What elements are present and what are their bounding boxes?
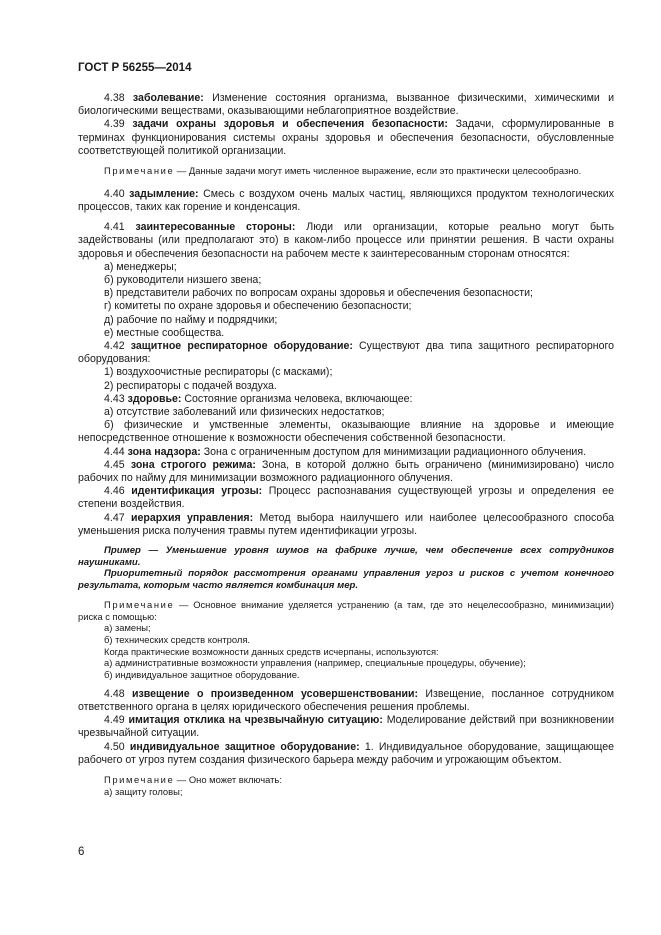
term-number: 4.50	[104, 740, 130, 753]
list-item: б) физические и умственные элементы, оказывающие влияние на здоровье и имеющие непосредственное отношение к возможности обеспечения собственной безопасности.	[78, 419, 614, 445]
term-title: заинтересованные стороны:	[135, 221, 296, 234]
term-4-39	[78, 118, 614, 158]
term-title: задымление:	[129, 187, 199, 200]
term-title: идентификация угрозы:	[131, 485, 263, 498]
note-4-39	[78, 165, 614, 177]
term-title: индивидуальное защитное оборудование:	[129, 740, 360, 753]
term-4-40	[78, 188, 614, 214]
term-definition: Зона с ограниченным доступом для минимизации радиационного облучения.	[200, 445, 587, 458]
term-4-45	[78, 459, 614, 485]
term-4-46	[78, 485, 614, 511]
note-text: Когда практические возможности данных средств исчерпаны, используются:	[104, 645, 439, 657]
term-number: 4.40	[104, 187, 130, 200]
term-title: защитное респираторное оборудование:	[130, 339, 353, 352]
term-title: зона строгого режима:	[130, 458, 256, 471]
note-label: Примечание	[104, 598, 175, 610]
term-title: здоровье:	[127, 392, 182, 405]
note-text: — Данные задачи могут иметь численное выражение, если это практически целесообразно.	[174, 165, 582, 177]
term-definition: Существуют два типа защитного респираторного оборудования:	[78, 339, 615, 366]
term-number: 4.46	[104, 485, 132, 498]
list-item: в) представители рабочих по вопросам охраны здоровья и обеспечения безопасности;	[104, 287, 533, 300]
term-definition: Моделирование действий при возникновении чрезвычайной ситуации.	[78, 714, 615, 740]
term-number: 4.45	[104, 458, 131, 471]
term-number: 4.44	[104, 445, 128, 458]
page-number: 6	[78, 846, 85, 858]
term-definition: Изменение состояния организма, вызванное физическими, химическими и биологическими веществами, оказывающими неблагоприятное воздействие.	[78, 92, 615, 118]
term-number: 4.39	[104, 118, 133, 131]
term-title: задачи охраны здоровья и обеспечения безопасности:	[132, 118, 448, 131]
term-definition: Смесь с воздухом очень малых частиц, являющихся продуктом технологических процессов, таких как горение и конденсация.	[78, 187, 614, 213]
term-title: заболевание:	[132, 92, 204, 104]
document-body	[78, 92, 614, 797]
list-item: б) индивидуальное защитное оборудование.	[104, 669, 300, 681]
term-4-42	[78, 340, 614, 366]
term-4-49	[78, 714, 614, 740]
list-item: б) руководители низшего звена;	[104, 273, 262, 286]
term-number: 4.48	[104, 687, 132, 700]
example-4-47: Пример — Уменьшение уровня шумов на фабрике лучше, чем обеспечение всех сотрудников наушниками.	[78, 545, 614, 568]
term-4-38	[78, 92, 614, 118]
term-definition: Задачи, сформулированные в терминах функционирования системы охраны здоровья и обеспечения безопасности, обусловленные соответствующей политикой организации.	[78, 118, 614, 157]
list-item: е) местные сообщества.	[104, 326, 225, 339]
term-4-47	[78, 512, 614, 538]
term-title: иерархия управления:	[130, 511, 254, 524]
term-number: 4.49	[104, 714, 129, 727]
term-number: 4.43	[104, 392, 128, 405]
term-definition: Состояние организма человека, включающее:	[181, 392, 413, 405]
term-definition: Извещение, посланное сотрудником ответственного органа в целях юридического обеспечения решения проблемы.	[78, 687, 614, 713]
term-4-50	[78, 741, 614, 767]
note-text: — Оно может включать:	[174, 773, 282, 785]
term-4-48	[78, 688, 614, 714]
term-definition: Процесс распознавания существующей угрозы и определения ее степени воздействия.	[78, 485, 614, 511]
term-title: зона надзора:	[127, 445, 201, 458]
note-label: Примечание	[104, 773, 175, 785]
list-item: д) рабочие по найму и подрядчики;	[104, 313, 278, 326]
list-item: 2) респираторы с подачей воздуха.	[104, 379, 277, 392]
term-definition: Зона, в которой должно быть ограничено (минимизировано) число рабочих по найму для минимизации возможного радиационного облучения.	[78, 458, 614, 484]
term-title: извещение о произведенном усовершенствовании:	[131, 687, 419, 700]
term-4-43	[78, 393, 614, 406]
term-4-41	[78, 221, 614, 261]
list-item: а) менеджеры;	[104, 260, 177, 273]
term-number: 4.38	[104, 92, 133, 104]
term-number: 4.47	[104, 511, 131, 524]
note-4-47	[78, 599, 614, 622]
term-definition: Метод выбора наилучшего или наиболее целесообразного способа уменьшения риска получения травмы путем идентификации угрозы.	[78, 511, 614, 537]
standard-header: ГОСТ Р 56255—2014	[78, 62, 192, 74]
term-definition: Люди или организации, которые реально могут быть задействованы (или предполагают это) в каком-либо процессе или принятии решения. В части охраны здоровья и обеспечения безопасности на рабочем месте к заинтересованным сторонам относятся:	[78, 221, 614, 260]
term-4-44	[78, 446, 614, 459]
term-definition: 1. Индивидуальное оборудование, защищающее рабочего от угроз путем создания физического барьера между рабочим и угрожающим объектом.	[78, 740, 615, 766]
term-number: 4.41	[104, 221, 136, 234]
note-label: Примечание	[104, 165, 175, 177]
list-item: а) отсутствие заболеваний или физических недостатков;	[104, 405, 385, 418]
term-number: 4.42	[104, 339, 131, 352]
note-4-50	[78, 774, 614, 786]
term-title: имитация отклика на чрезвычайную ситуацию:	[128, 714, 383, 727]
list-item: 1) воздухоочистные респираторы (с масками);	[104, 366, 333, 379]
list-item: г) комитеты по охране здоровья и обеспечению безопасности;	[104, 300, 412, 313]
list-item: а) административные возможности управления (например, специальные процедуры, обучение);	[104, 657, 526, 669]
list-item: б) технических средств контроля.	[104, 633, 251, 645]
priority-4-47: Приоритетный порядок рассмотрения органами управления угроз и рисков с учетом конечного результата, которым часто является комбинация мер.	[78, 568, 614, 592]
note-text: — Основное внимание уделяется устранению (а там, где это нецелесообразно, минимизации) риска с помощью:	[78, 598, 614, 622]
list-item: а) замены;	[104, 622, 151, 634]
list-item: а) защиту головы;	[104, 785, 183, 797]
